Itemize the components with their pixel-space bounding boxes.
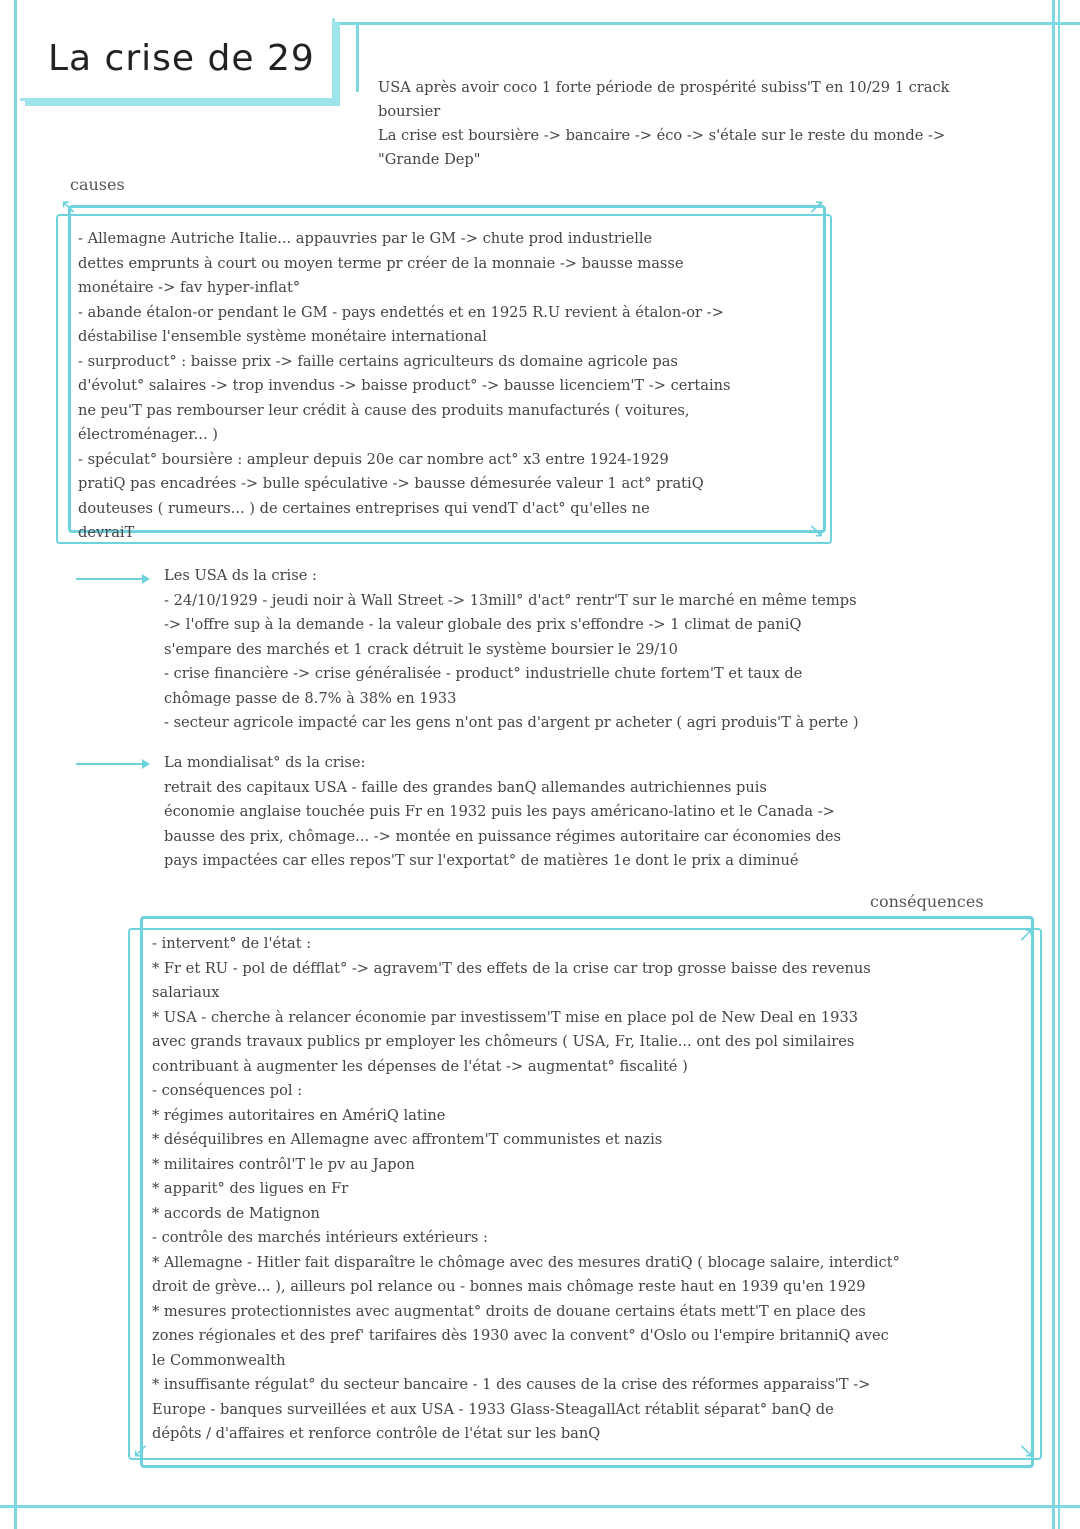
mondial-line: bausse des prix, chômage... -> montée en puissance régimes autoritaire car économies des [164,828,842,845]
mondial-line: économie anglaise touchée puis Fr en 1932 puis les pays américano-latino et le Canada -> [164,803,835,820]
consequences-line: * apparit° des ligues en Fr [152,1180,349,1197]
consequences-line: dépôts / d'affaires et renforce contrôle de l'état sur les banQ [152,1425,601,1442]
consequences-line: - intervent° de l'état : [152,935,312,952]
causes-line: déstabilise l'ensemble système monétaire international [78,328,487,345]
usa-line: -> l'offre sup à la demande - la valeur globale des prix s'effondre -> 1 climat de paniQ [164,616,802,633]
arrow-icon: ↘ [808,518,825,542]
left-frame-line [14,0,17,1529]
consequences-line: * Fr et RU - pol de défflat° -> agravem'T des effets de la crise car trop grosse baisse des revenus [152,960,871,977]
intro-line: USA après avoir coco 1 forte période de prospérité subiss'T en 10/29 1 crack [378,79,950,96]
causes-line: dettes emprunts à court ou moyen terme pr créer de la monnaie -> bausse masse [78,255,684,272]
causes-label: causes [70,175,125,194]
page-title: La crise de 29 [48,38,315,79]
title-divider-line [356,22,359,92]
intro-line: La crise est boursière -> bancaire -> éco -> s'étale sur le reste du monde -> [378,127,946,144]
top-frame-line [332,22,1080,25]
consequences-line: * insuffisante régulat° du secteur bancaire - 1 des causes de la crise des réformes apparaiss'T -> [152,1376,871,1393]
mondial-line: La mondialisat° ds la crise: [164,754,366,771]
mondial-line: retrait des capitaux USA - faille des grandes banQ allemandes autrichiennes puis [164,779,767,796]
causes-line: monétaire -> fav hyper-inflat° [78,279,301,296]
causes-line: électroménager... ) [78,426,218,443]
bottom-frame-line [0,1505,1080,1508]
usa-line: chômage passe de 8.7% à 38% en 1933 [164,690,457,707]
arrow-icon: ↗ [1018,922,1035,946]
consequences-line: * accords de Matignon [152,1205,320,1222]
right-frame-line-2 [1058,0,1060,1529]
usa-arrow [76,578,148,580]
consequences-line: le Commonwealth [152,1352,286,1369]
causes-line: - Allemagne Autriche Italie... appauvries par le GM -> chute prod industrielle [78,230,653,247]
consequences-line: zones régionales et des pref' tarifaires dès 1930 avec la convent° d'Oslo ou l'empire britanniQ avec [152,1327,889,1344]
causes-line: ne peu'T pas rembourser leur crédit à cause des produits manufacturés ( voitures, [78,402,690,419]
right-frame-line [1052,0,1055,1529]
usa-line: - crise financière -> crise généralisée - product° industrielle chute fortem'T et taux de [164,665,803,682]
causes-line: - abande étalon-or pendant le GM - pays endettés et en 1925 R.U revient à étalon-or -> [78,304,724,321]
intro-line: boursier [378,103,441,120]
consequences-line: * Allemagne - Hitler fait disparaître le chômage avec des mesures dratiQ ( blocage salaire, interdict° [152,1254,900,1271]
consequences-line: avec grands travaux publics pr employer les chômeurs ( USA, Fr, Italie... ont des pol similaires [152,1033,855,1050]
usa-line: - 24/10/1929 - jeudi noir à Wall Street -> 13mill° d'act° rentr'T sur le marché en même temps [164,592,857,609]
causes-line: - spéculat° boursière : ampleur depuis 20e car nombre act° x3 entre 1924-1929 [78,451,669,468]
arrow-icon: ↖ [60,194,77,218]
consequences-line: Europe - banques surveillées et aux USA - 1933 Glass-SteagallAct rétablit séparat° banQ de [152,1401,834,1418]
consequences-line: * mesures protectionnistes avec augmentat° droits de douane certains états mett'T en place des [152,1303,866,1320]
causes-line: - surproduct° : baisse prix -> faille certains agriculteurs ds domaine agricole pas [78,353,678,370]
mondial-line: pays impactées car elles repos'T sur l'exportat° de matières 1e dont le prix a diminué [164,852,799,869]
consequences-line: droit de grève... ), ailleurs pol relance ou - bonnes mais chômage reste haut en 1939 qu'en 1929 [152,1278,866,1295]
consequences-line: * militaires contrôl'T le pv au Japon [152,1156,415,1173]
causes-line: d'évolut° salaires -> trop invendus -> baisse product° -> bausse licenciem'T -> certains [78,377,731,394]
intro-line: "Grande Dep" [378,151,481,168]
usa-line: Les USA ds la crise : [164,567,317,584]
usa-line: s'empare des marchés et 1 crack détruit le système boursier le 29/10 [164,641,678,658]
consequences-line: salariaux [152,984,220,1001]
arrow-icon: ↘ [1018,1438,1035,1462]
consequences-line: * USA - cherche à relancer économie par investissem'T mise en place pol de New Deal en 1933 [152,1009,859,1026]
arrow-icon: ↗ [808,194,825,218]
consequences-line: - contrôle des marchés intérieurs extérieurs : [152,1229,488,1246]
consequences-line: * déséquilibres en Allemagne avec affrontem'T communistes et nazis [152,1131,663,1148]
causes-line: pratiQ pas encadrées -> bulle spéculative -> bausse démesurée valeur 1 act° pratiQ [78,475,704,492]
causes-line: devraiT [78,524,135,541]
mondial-arrow [76,763,148,765]
consequences-label: conséquences [870,892,984,911]
causes-line: douteuses ( rumeurs... ) de certaines entreprises qui vendT d'act° qu'elles ne [78,500,650,517]
usa-line: - secteur agricole impacté car les gens n'ont pas d'argent pr acheter ( agri produis'T à perte ) [164,714,859,731]
arrow-icon: ↙ [132,1438,149,1462]
consequences-line: - conséquences pol : [152,1082,303,1099]
consequences-line: contribuant à augmenter les dépenses de l'état -> augmentat° fiscalité ) [152,1058,688,1075]
consequences-line: * régimes autoritaires en AmériQ latine [152,1107,446,1124]
